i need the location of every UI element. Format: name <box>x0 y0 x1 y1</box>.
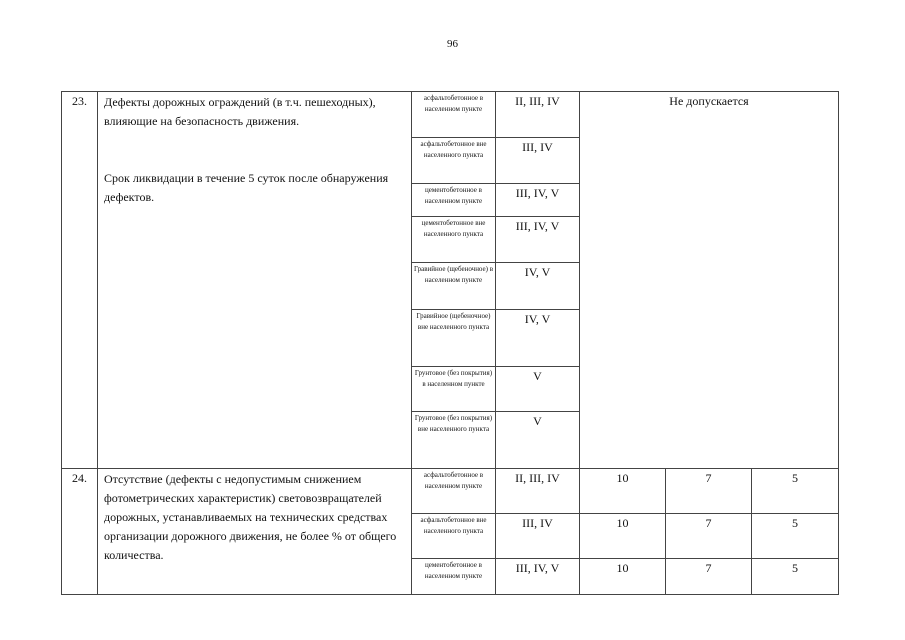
category-cell: IV, V <box>496 263 580 310</box>
category-cell: III, IV, V <box>496 559 580 595</box>
defect-description <box>98 92 412 469</box>
road-type-cell: цементобетонное в населенном пункте <box>412 184 496 217</box>
value-cell: 5 <box>752 559 839 595</box>
category-cell: III, IV, V <box>496 184 580 217</box>
value-cell: 10 <box>580 469 666 514</box>
category-cell: III, IV <box>496 514 580 559</box>
deadline-text: Срок ликвидации в течение 5 суток после обнаружения дефектов. <box>104 171 389 204</box>
value-cell: 5 <box>752 469 839 514</box>
category-cell: II, III, IV <box>496 92 580 138</box>
value-cell: 7 <box>666 469 752 514</box>
category-cell: II, III, IV <box>496 469 580 514</box>
value-cell: 10 <box>580 559 666 595</box>
value-cell: 7 <box>666 514 752 559</box>
page-number: 96 <box>447 38 458 50</box>
category-cell: III, IV <box>496 138 580 184</box>
value-cell: 7 <box>666 559 752 595</box>
road-type-cell: асфальтобетонное в населенном пункте <box>412 92 496 138</box>
table-row <box>62 469 839 514</box>
road-type-cell: асфальтобетонное вне населенного пункта <box>412 514 496 559</box>
table-row <box>62 92 839 138</box>
defect-text: Дефекты дорожных ограждений (в т.ч. пешеходных), влияющие на безопасность движения. <box>104 95 376 128</box>
category-cell: III, IV, V <box>496 217 580 263</box>
category-cell: V <box>496 367 580 412</box>
category-cell: V <box>496 412 580 469</box>
road-type-cell: цементобетонное вне населенного пункта <box>412 217 496 263</box>
row-number: 23. <box>62 92 98 469</box>
not-allowed-note: Не допускается <box>580 92 839 469</box>
road-type-cell: асфальтобетонное в населенном пункте <box>412 469 496 514</box>
road-type-cell: Грунтовое (без покрытия) в населенном пункте <box>412 367 496 412</box>
value-cell: 5 <box>752 514 839 559</box>
row-number: 24. <box>62 469 98 595</box>
value-cell: 10 <box>580 514 666 559</box>
defect-description: Отсутствие (дефекты с недопустимым снижением фотометрических характеристик) световозвращателей дорожных, устанавливаемых на технических средствах организации дорожного движения, не более % от общего количества. <box>98 469 412 595</box>
road-type-cell: асфальтобетонное вне населенного пункта <box>412 138 496 184</box>
defects-table <box>61 91 839 595</box>
category-cell: IV, V <box>496 310 580 367</box>
road-type-cell: Гравийное (щебеночное) в населенном пункте <box>412 263 496 310</box>
road-type-cell: цементобетонное в населенном пункте <box>412 559 496 595</box>
road-type-cell: Грунтовое (без покрытия) вне населенного пункта <box>412 412 496 469</box>
road-type-cell: Гравийное (щебеночное) вне населенного пункта <box>412 310 496 367</box>
